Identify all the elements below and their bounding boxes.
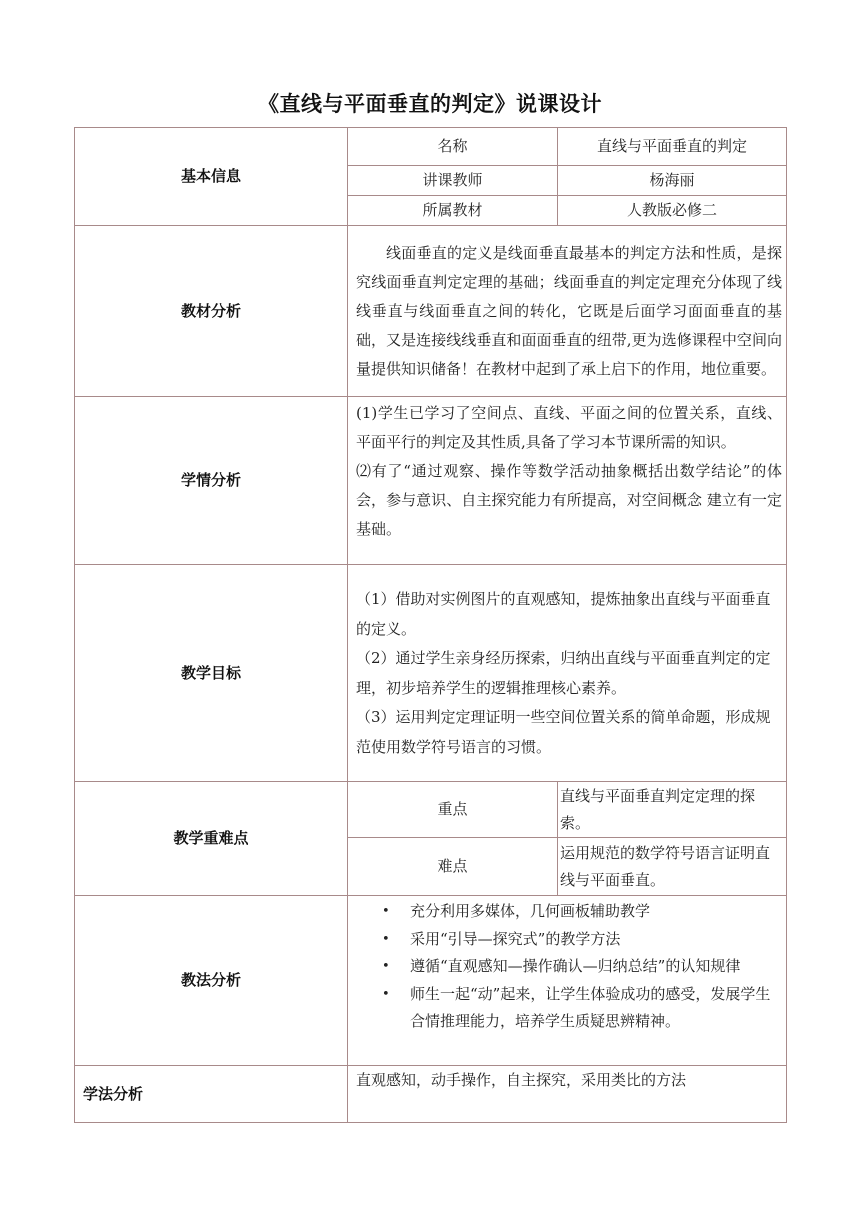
material-analysis-cell [348,226,787,397]
method-bullet-item [348,898,782,926]
learning-analysis-text: 直观感知，动手操作，自主探究，采用类比的方法 [356,1071,687,1089]
info-value-textbook: 人教版必修二 [558,196,787,226]
key-points-label: 教学重难点 [75,782,348,896]
bullet-icon: • [382,931,390,947]
teaching-goal-item: （1）借助对实例图片的直观感知，提炼抽象出直线与平面垂直的定义。 [356,590,771,638]
student-analysis-label: 学情分析 [75,397,348,565]
key-point-row [75,782,787,838]
method-bullet-text: 遵循“直观感知—操作确认—归纳总结”的认知规律 [410,957,741,975]
key-point-value: 直线与平面垂直判定定理的探索。 [558,782,787,838]
lesson-design-table [74,127,787,1123]
page-title: 《直线与平面垂直的判定》说课设计 [258,92,602,116]
difficulty-value: 运用规范的数学符号语言证明直线与平面垂直。 [558,838,787,896]
teaching-goals-label: 教学目标 [75,565,348,782]
method-bullet-item [348,953,782,981]
method-analysis-label: 教法分析 [75,896,348,1066]
student-analysis-row [75,397,787,565]
student-analysis-item: (1)学生已学习了空间点、直线、平面之间的位置关系，直线、平面平行的判定及其性质,具备了学习本节课所需的知识。 [356,404,782,451]
learning-analysis-row [75,1066,787,1123]
bullet-icon: • [382,904,390,919]
basic-info-row-name [75,128,787,166]
teaching-goal-item: （2）通过学生亲身经历探索，归纳出直线与平面垂直判定的定理，初步培养学生的逻辑推理核心素养。 [356,649,771,697]
learning-analysis-cell [348,1066,787,1123]
key-point-key: 重点 [348,782,558,838]
material-analysis-text: 线面垂直的定义是线面垂直最基本的判定方法和性质，是探究线面垂直判定定理的基础；线面垂直的判定定理充分体现了线线垂直与线面垂直之间的转化，它既是后面学习面面垂直的基础，又是连接线线垂直和面面垂直的纽带,更为选修课程中空间向量提供知识储备！在教材中起到了承上启下的作用，地位重要。 [356,243,782,378]
info-key-name: 名称 [348,128,558,166]
method-bullet-list [348,898,782,1036]
student-analysis-item: ⑵有了“通过观察、操作等数学活动抽象概括出数学结论”的体会，参与意识、自主探究能力有所提高，对空间概念 建立有一定基础。 [356,462,782,538]
bullet-icon: • [382,959,390,974]
teaching-goal-item: （3）运用判定定理证明一些空间位置关系的简单命题，形成规范使用数学符号语言的习惯。 [356,708,771,756]
info-value-teacher: 杨海丽 [558,166,787,196]
student-analysis-cell [348,397,787,565]
material-analysis-row [75,226,787,397]
teaching-goals-row [75,565,787,782]
teaching-goals-cell [348,565,787,782]
method-bullet-item [348,981,782,1036]
method-bullet-text: 采用“引导—探究式”的教学方法 [410,929,621,948]
method-bullet-text: 师生一起“动”起来，让学生体验成功的感受，发展学生合情推理能力，培养学生质疑思辨精神。 [410,984,771,1030]
material-analysis-label: 教材分析 [75,226,348,397]
method-bullet-item [348,926,782,954]
info-key-teacher: 讲课教师 [348,166,558,196]
basic-info-label: 基本信息 [75,128,348,226]
method-analysis-row [75,896,787,1066]
info-key-textbook: 所属教材 [348,196,558,226]
method-bullet-text: 充分利用多媒体，几何画板辅助教学 [410,902,651,920]
info-value-name: 直线与平面垂直的判定 [558,128,787,166]
bullet-icon: • [382,986,390,1002]
difficulty-key: 难点 [348,838,558,896]
method-analysis-cell [348,896,787,1066]
learning-analysis-label: 学法分析 [75,1066,348,1123]
